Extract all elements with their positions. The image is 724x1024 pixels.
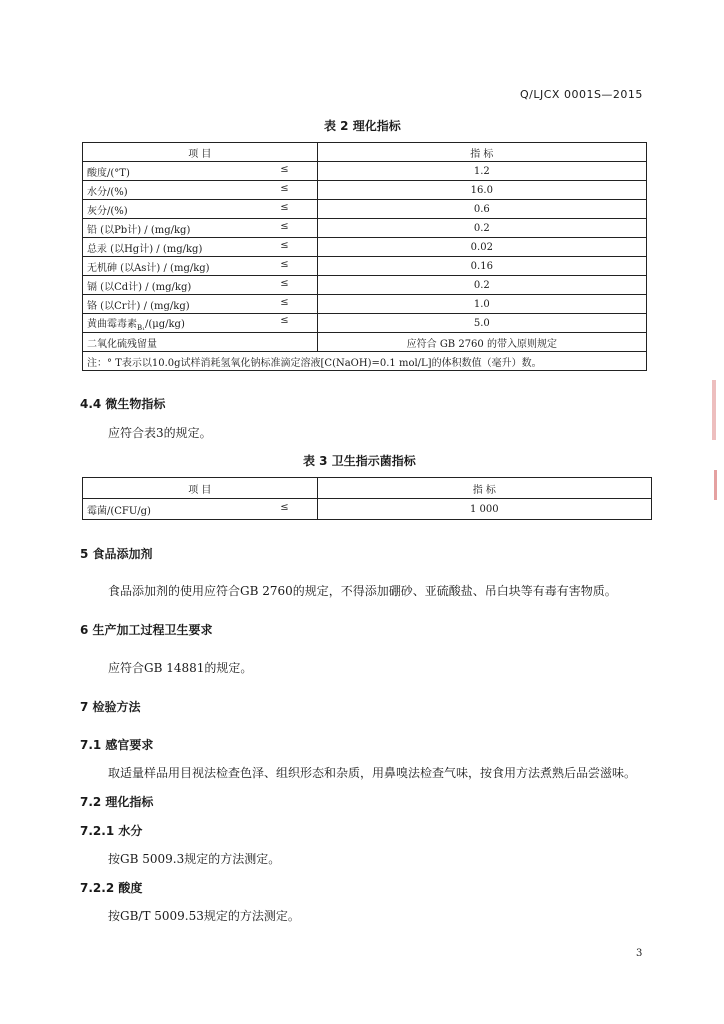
- section-7-2-2-heading: 7.2.2 酸度: [80, 881, 143, 895]
- row-item: 黄曲霉毒素: [87, 318, 137, 330]
- row-value: 0.6: [317, 200, 646, 219]
- table-row: [83, 219, 647, 238]
- row-operator: ≤: [280, 314, 289, 326]
- section-7-heading: 7 检验方法: [80, 700, 141, 714]
- section-4-4-text: 应符合表3的规定。: [108, 426, 212, 440]
- standard-code: Q/LJCX 0001S—2015: [520, 88, 643, 101]
- section-4-4-heading: 4.4 微生物指标: [80, 397, 166, 411]
- row-item: 二氧化硫残留量: [83, 333, 318, 352]
- row-item: 铅 (以Pb计) / (mg/kg): [87, 224, 191, 236]
- row-operator: ≤: [280, 201, 289, 213]
- row-value: 应符合 GB 2760 的带入原则规定: [317, 333, 646, 352]
- table-row: [83, 499, 652, 520]
- table-row: [83, 257, 647, 276]
- row-value: 0.2: [317, 219, 646, 238]
- section-7-2-2-text: 按GB/T 5009.53规定的方法测定。: [108, 909, 300, 923]
- section-7-2-1-text: 按GB 5009.3规定的方法测定。: [108, 852, 281, 866]
- row-item-unit: /(μg/kg): [144, 318, 185, 330]
- table-header-row: [83, 143, 647, 162]
- table-row: [83, 333, 647, 352]
- row-operator: ≤: [280, 239, 289, 251]
- section-7-2-heading: 7.2 理化指标: [80, 795, 154, 809]
- table-row: [83, 314, 647, 333]
- row-operator: ≤: [280, 220, 289, 232]
- table-row: [83, 200, 647, 219]
- section-7-2-1-heading: 7.2.1 水分: [80, 824, 143, 838]
- table-row: [83, 162, 647, 181]
- row-item-subscript: B₁: [137, 323, 145, 332]
- table2-caption: 表 2 理化指标: [324, 119, 401, 133]
- row-item: 水分/(%): [87, 186, 128, 198]
- row-operator: ≤: [280, 501, 289, 513]
- row-item: 铬 (以Cr计) / (mg/kg): [87, 300, 190, 312]
- row-value: 1 000: [317, 499, 651, 520]
- table-note: 注：° T表示以10.0g试样消耗氢氧化钠标准滴定溶液[C(NaOH)=0.1 mol/L]的体积数值（毫升）数。: [83, 352, 647, 371]
- row-value: 0.2: [317, 276, 646, 295]
- section-7-1-heading: 7.1 感官要求: [80, 738, 154, 752]
- section-6-text: 应符合GB 14881的规定。: [108, 661, 253, 675]
- section-5-text: 食品添加剂的使用应符合GB 2760的规定，不得添加硼砂、亚硫酸盐、吊白块等有毒有害物质。: [108, 584, 617, 598]
- row-item: 霉菌/(CFU/g): [87, 505, 151, 517]
- row-value: 0.02: [317, 238, 646, 257]
- column-header-value: 指 标: [317, 478, 651, 499]
- column-header-value: 指 标: [317, 143, 646, 162]
- table3-caption: 表 3 卫生指示菌指标: [303, 454, 416, 468]
- table2-physicochemical: [82, 142, 647, 371]
- row-value: 1.2: [317, 162, 646, 181]
- row-operator: ≤: [280, 277, 289, 289]
- section-5-heading: 5 食品添加剂: [80, 547, 153, 561]
- row-item: 灰分/(%): [87, 205, 128, 217]
- row-operator: ≤: [280, 182, 289, 194]
- row-value: 5.0: [317, 314, 646, 333]
- column-header-item: 项 目: [83, 478, 318, 499]
- row-value: 0.16: [317, 257, 646, 276]
- table-header-row: [83, 478, 652, 499]
- column-header-item: 项 目: [83, 143, 318, 162]
- row-value: 16.0: [317, 181, 646, 200]
- scan-artifact: [714, 470, 717, 500]
- table-row: [83, 238, 647, 257]
- scan-artifact: [712, 380, 716, 440]
- table-note-row: [83, 352, 647, 371]
- table-row: [83, 295, 647, 314]
- row-item: 酸度/(°T): [87, 167, 130, 179]
- section-6-heading: 6 生产加工过程卫生要求: [80, 623, 213, 637]
- row-item: 总汞 (以Hg计) / (mg/kg): [87, 243, 203, 255]
- row-operator: ≤: [280, 258, 289, 270]
- row-operator: ≤: [280, 296, 289, 308]
- table-row: [83, 276, 647, 295]
- section-7-1-text: 取适量样品用目视法检查色泽、组织形态和杂质，用鼻嗅法检查气味，按食用方法煮熟后品尝滋味。: [108, 766, 637, 780]
- row-value: 1.0: [317, 295, 646, 314]
- table3-indicator-bacteria: [82, 477, 652, 520]
- page-number: 3: [636, 948, 643, 959]
- table-row: [83, 181, 647, 200]
- row-item: 无机砷 (以As计) / (mg/kg): [87, 262, 210, 274]
- row-item: 镉 (以Cd计) / (mg/kg): [87, 281, 192, 293]
- row-operator: ≤: [280, 163, 289, 175]
